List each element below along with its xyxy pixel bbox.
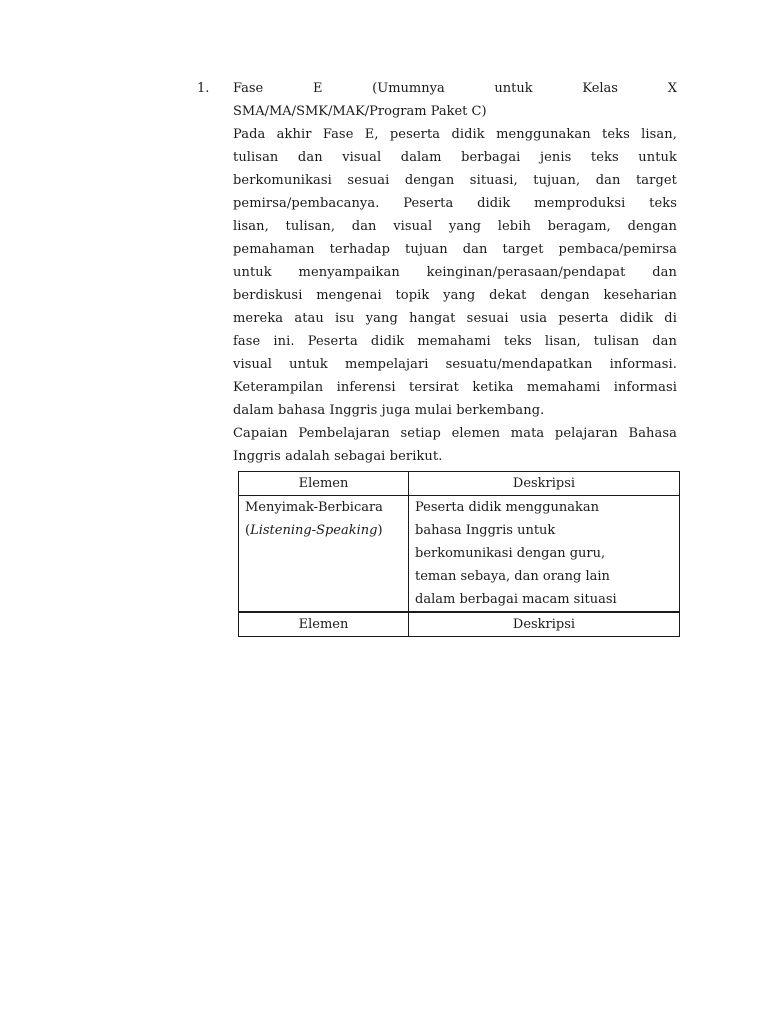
heading-word: E: [312, 81, 323, 96]
paragraph-capaian-intro: [233, 422, 677, 468]
elemen-english-italic: Listening-Speaking: [250, 523, 378, 538]
deskripsi-cell: [409, 496, 680, 613]
section-heading-line-1: [233, 77, 677, 100]
paragraph-line: dalam bahasa Inggris juga mulai berkembang.: [233, 403, 545, 418]
deskripsi-line: bahasa Inggris untuk: [415, 523, 556, 538]
heading-word: X: [667, 81, 677, 96]
deskripsi-line: dalam berbagai macam situasi: [415, 592, 617, 607]
deskripsi-line: teman sebaya, dan orang lain: [415, 569, 610, 584]
section-heading-line-2: SMA/MA/SMK/MAK/Program Paket C): [233, 104, 487, 119]
paragraph-fase-e-description: [233, 123, 677, 422]
column-header-elemen-repeat: Elemen: [239, 612, 409, 637]
paragraph-line: visual untuk mempelajari sesuatu/mendapatkan informasi.: [233, 357, 677, 372]
column-header-deskripsi-repeat: Deskripsi: [409, 612, 680, 637]
paragraph-line: pemahaman terhadap tujuan dan target pembaca/pemirsa: [233, 242, 677, 257]
paragraph-line: mereka atau isu yang hangat sesuai usia peserta didik di: [233, 311, 677, 326]
heading-word: untuk: [494, 81, 533, 96]
capaian-pembelajaran-table: [238, 471, 680, 637]
column-header-elemen: Elemen: [239, 472, 409, 496]
list-item-content: [233, 77, 677, 468]
paragraph-line: tulisan dan visual dalam berbagai jenis teks untuk: [233, 150, 677, 165]
heading-word: Kelas: [582, 81, 618, 96]
paragraph-line: berdiskusi mengenai topik yang dekat dengan keseharian: [233, 288, 677, 303]
paragraph-line: fase ini. Peserta didik memahami teks lisan, tulisan dan: [233, 334, 677, 349]
elemen-cell: [239, 496, 409, 613]
table-repeat-header-row: [239, 612, 680, 637]
paragraph-line: Inggris adalah sebagai berikut.: [233, 449, 443, 464]
table-row: [239, 496, 680, 613]
paragraph-line: untuk menyampaikan keinginan/perasaan/pendapat dan: [233, 265, 677, 280]
heading-word: Fase: [233, 81, 264, 96]
deskripsi-line: Peserta didik menggunakan: [415, 500, 600, 515]
elemen-name: Menyimak-Berbicara: [245, 500, 383, 515]
list-item-number: 1.: [197, 81, 210, 96]
paragraph-line: Pada akhir Fase E, peserta didik menggunakan teks lisan,: [233, 127, 677, 142]
elemen-english-name: (Listening-Speaking): [245, 523, 383, 538]
column-header-deskripsi: Deskripsi: [409, 472, 680, 496]
deskripsi-line: berkomunikasi dengan guru,: [415, 546, 606, 561]
paragraph-line: Keterampilan inferensi tersirat ketika memahami informasi: [233, 380, 677, 395]
table-header-row: [239, 472, 680, 496]
paragraph-line: lisan, tulisan, dan visual yang lebih beragam, dengan: [233, 219, 677, 234]
paragraph-line: berkomunikasi sesuai dengan situasi, tujuan, dan target: [233, 173, 677, 188]
paragraph-line: pemirsa/pembacanya. Peserta didik memproduksi teks: [233, 196, 677, 211]
paragraph-line: Capaian Pembelajaran setiap elemen mata pelajaran Bahasa: [233, 426, 677, 441]
heading-word: (Umumnya: [372, 81, 445, 96]
